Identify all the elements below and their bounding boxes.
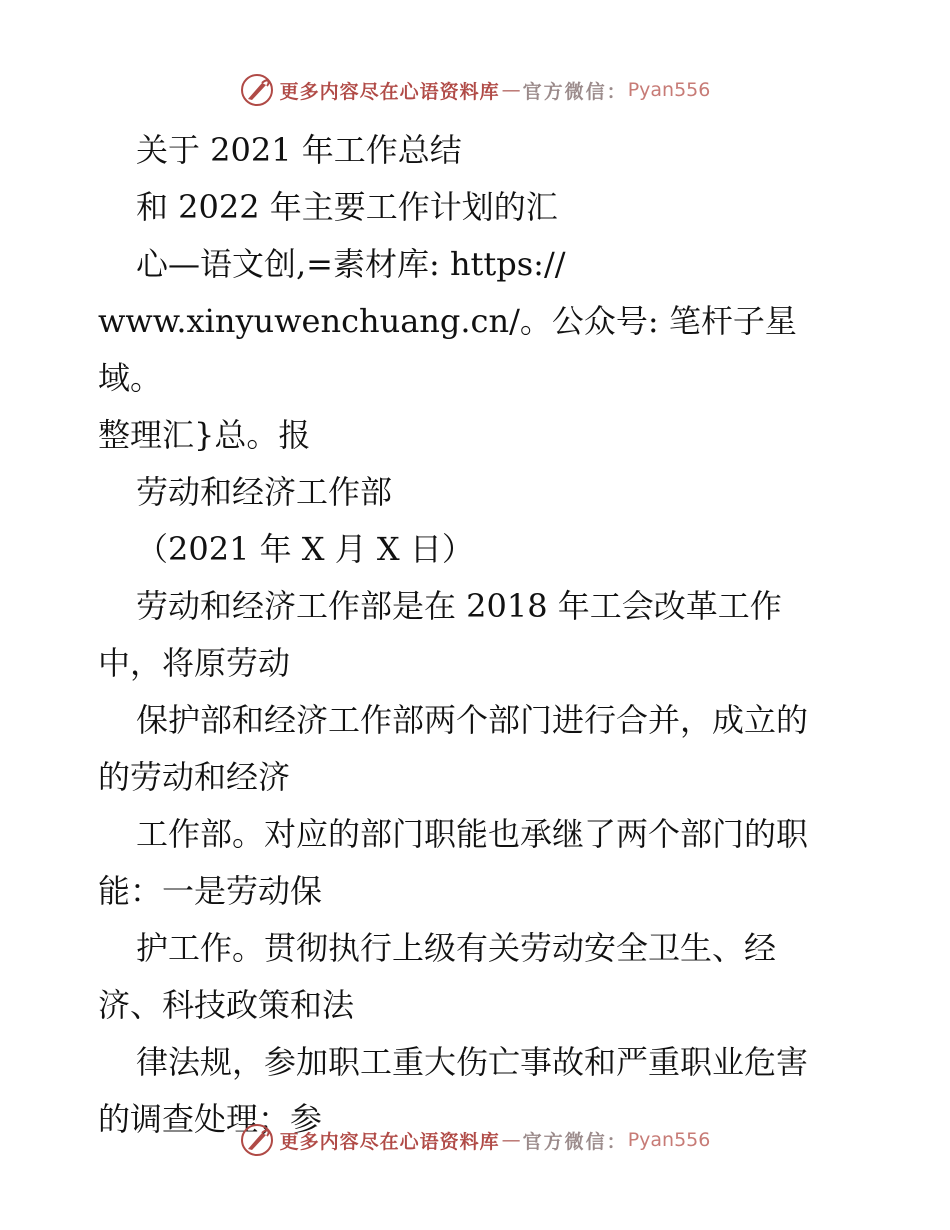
text-line: 保护部和经济工作部两个部门进行合并，成立的	[136, 701, 809, 739]
text-line: 律法规，参加职工重大伤亡事故和严重职业危害	[136, 1043, 809, 1081]
text-line: 关于 2021 年工作总结	[136, 131, 462, 169]
text-line: 工作部。对应的部门职能也承继了两个部门的职	[136, 815, 809, 853]
watermark-wechat-id: Pyan556	[627, 1129, 711, 1151]
text-line: 的调查处理；参	[98, 1100, 323, 1138]
document-body	[98, 122, 858, 1148]
watermark-separator: —	[501, 79, 521, 101]
watermark-label: 官方微信：	[522, 1130, 628, 1153]
watermark-separator: —	[501, 1129, 521, 1151]
watermark-main-text: 更多内容尽在心语资料库	[279, 80, 500, 103]
text-line: 能：一是劳动保	[98, 872, 323, 910]
text-line: 的劳动和经济	[98, 758, 291, 796]
footer-watermark	[0, 1120, 950, 1160]
watermark-main-text: 更多内容尽在心语资料库	[279, 1130, 500, 1153]
text-line: 劳动和经济工作部是在 2018 年工会改革工作	[136, 587, 782, 625]
watermark-wechat-id: Pyan556	[627, 79, 711, 101]
quill-logo-icon	[240, 1123, 274, 1157]
watermark-label: 官方微信：	[522, 80, 628, 103]
text-line: 护工作。贯彻执行上级有关劳动安全卫生、经	[136, 929, 777, 967]
text-line: 劳动和经济工作部	[136, 473, 393, 511]
quill-logo-icon	[240, 73, 274, 107]
text-line: （2021 年 X 月 X 日）	[136, 530, 474, 568]
text-line: 心—语文创,=素材库: https://	[136, 245, 566, 283]
text-line: 济、科技政策和法	[98, 986, 355, 1024]
text-line: 整理汇}总。报	[98, 416, 311, 454]
header-watermark	[0, 70, 950, 110]
text-line: 和 2022 年主要工作计划的汇	[136, 188, 558, 226]
text-line: 中，将原劳动	[98, 644, 291, 682]
text-line: www.xinyuwenchuang.cn/。公众号: 笔杆子星域。	[98, 302, 797, 397]
